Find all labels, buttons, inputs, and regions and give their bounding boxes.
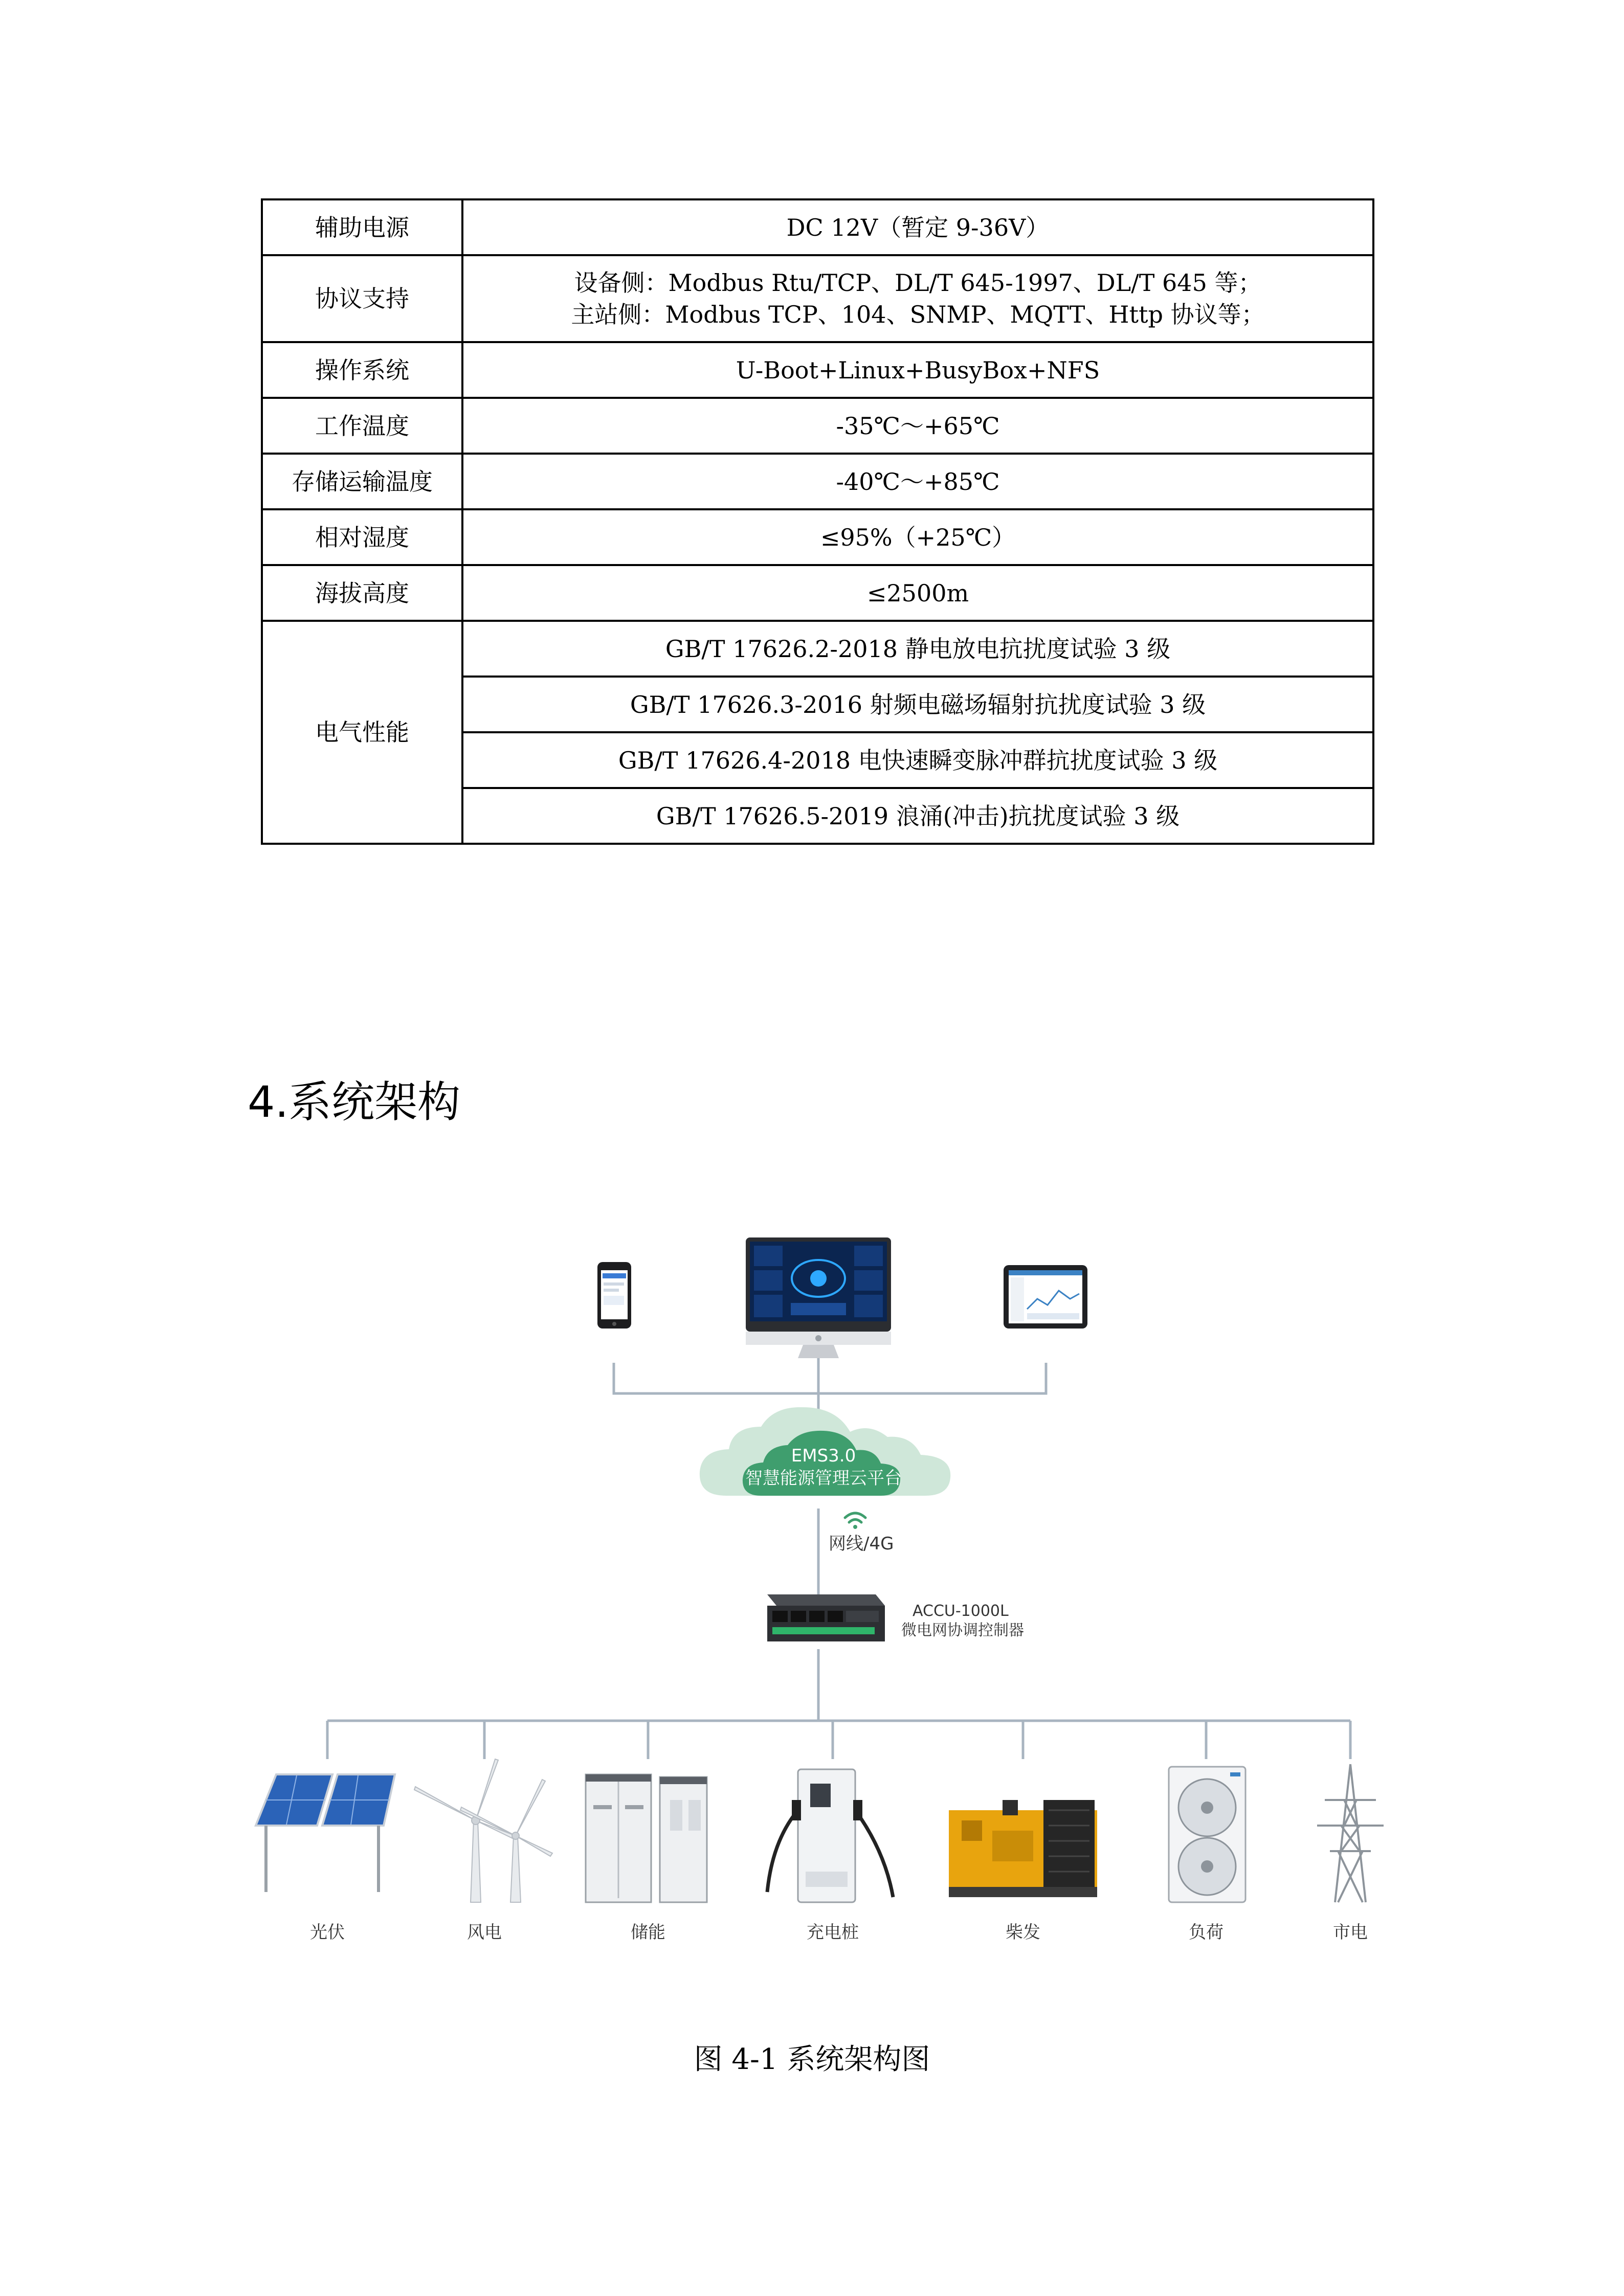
row-label: 电气性能 (262, 621, 462, 844)
connector-lines (327, 1350, 1350, 1759)
device-label-charger: 充电桩 (807, 1922, 859, 1943)
row-value: GB/T 17626.2-2018 静电放电抗扰度试验 3 级 (462, 621, 1373, 677)
smartphone-icon (597, 1262, 631, 1329)
row-label: 辅助电源 (262, 199, 462, 255)
device-label-storage: 储能 (631, 1922, 665, 1943)
row-label: 相对湿度 (262, 509, 462, 565)
solar-panel-icon (256, 1774, 395, 1892)
controller-model: ACCU-1000L (913, 1602, 1009, 1620)
protocol-master-side: 主站侧：Modbus TCP、104、SNMP、MQTT、Http 协议等； (571, 301, 1265, 328)
link-label: 网线/4G (829, 1534, 894, 1554)
table-row (262, 621, 1373, 677)
wind-turbine-icon (414, 1759, 552, 1902)
figure-caption: 图 4-1 系统架构图 (694, 2043, 930, 2076)
controller-device (767, 1594, 885, 1641)
table-row (262, 255, 1373, 342)
energy-storage-icon (586, 1774, 707, 1902)
section-title: 4.系统架构 (248, 1077, 461, 1127)
device-labels (310, 1922, 1368, 1943)
charging-pile-icon (767, 1769, 893, 1902)
row-label: 工作温度 (262, 398, 462, 454)
row-label: 海拔高度 (262, 565, 462, 621)
row-value: GB/T 17626.4-2018 电快速瞬变脉冲群抗扰度试验 3 级 (462, 732, 1373, 788)
cloud-subtitle: 智慧能源管理云平台 (745, 1468, 902, 1489)
table-row (262, 342, 1373, 398)
row-value: ≤2500m (462, 565, 1373, 621)
row-value: -40℃～+85℃ (462, 454, 1373, 509)
row-label: 协议支持 (262, 255, 462, 342)
device-label-load: 负荷 (1189, 1922, 1223, 1943)
protocol-device-side: 设备侧：Modbus Rtu/TCP、DL/T 645-1997、DL/T 645 等； (574, 269, 1262, 297)
table-row (262, 454, 1373, 509)
row-value: -35℃～+65℃ (462, 398, 1373, 454)
device-label-grid: 市电 (1333, 1922, 1368, 1943)
row-value: ≤95%（+25℃） (462, 509, 1373, 565)
power-tower-icon (1317, 1764, 1384, 1902)
cloud-platform (700, 1407, 950, 1496)
load-unit-icon (1169, 1767, 1245, 1902)
row-label: 操作系统 (262, 342, 462, 398)
cloud-title: EMS3.0 (791, 1446, 856, 1466)
row-label: 存储运输温度 (262, 454, 462, 509)
row-value: GB/T 17626.3-2016 射频电磁场辐射抗扰度试验 3 级 (462, 677, 1373, 732)
table-row (262, 509, 1373, 565)
row-value (462, 255, 1373, 342)
desktop-monitor-icon (746, 1237, 891, 1358)
table-row (262, 199, 1373, 255)
device-label-diesel: 柴发 (1006, 1922, 1040, 1943)
controller-name: 微电网协调控制器 (901, 1622, 1024, 1639)
table-row (262, 398, 1373, 454)
device-label-pv: 光伏 (310, 1922, 345, 1943)
diesel-generator-icon (949, 1800, 1097, 1897)
row-value: U-Boot+Linux+BusyBox+NFS (462, 342, 1373, 398)
spec-table (261, 198, 1374, 845)
table-row (262, 565, 1373, 621)
tablet-icon (1004, 1265, 1087, 1329)
row-value: GB/T 17626.5-2019 浪涌(冲击)抗扰度试验 3 级 (462, 788, 1373, 844)
row-value: DC 12V（暂定 9-36V） (462, 199, 1373, 255)
device-label-wind: 风电 (467, 1922, 502, 1943)
wifi-icon (845, 1513, 865, 1529)
